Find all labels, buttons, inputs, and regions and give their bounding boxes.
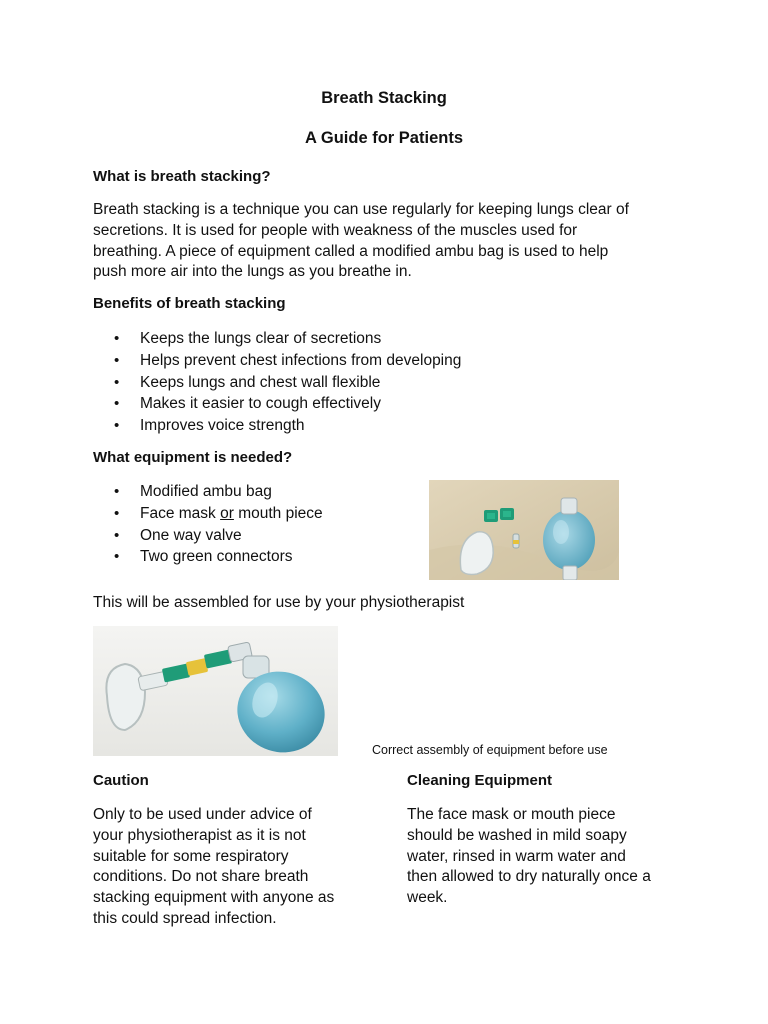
list-item: • Keeps the lungs clear of secretions (93, 328, 461, 350)
assembled-equipment-photo (93, 626, 338, 756)
paragraph-line: Breath stacking is a technique you can use regularly for keeping lungs clear of (93, 201, 629, 218)
paragraph-line: stacking equipment with anyone as (93, 889, 335, 907)
list-item: • Makes it easier to cough effectively (93, 393, 461, 415)
paragraph-line: secretions. It is used for people with weakness of the muscles used for (93, 221, 578, 239)
paragraph-line: push more air into the lungs as you breathe in. (93, 263, 412, 281)
paragraph-line: conditions. Do not share breath (93, 868, 309, 886)
paragraph-line: The face mask or mouth piece (407, 806, 616, 823)
paragraph-line: your physiotherapist as it is not (93, 826, 306, 844)
equipment-parts-photo (429, 480, 619, 580)
item-text-underlined: or (220, 504, 234, 522)
list-item (93, 503, 323, 525)
list-item: • Two green connectors (93, 546, 323, 568)
heading-equipment: What equipment is needed? (93, 449, 293, 466)
caution-paragraph (93, 805, 334, 930)
list-item: • Helps prevent chest infections from developing (93, 350, 461, 372)
cleaning-paragraph (407, 805, 651, 909)
heading-benefits: Benefits of breath stacking (93, 295, 286, 312)
paragraph-line: this could spread infection. (93, 909, 277, 927)
paragraph-line: breathing. A piece of equipment called a modified ambu bag is used to help (93, 242, 609, 260)
paragraph-what-is (93, 200, 629, 283)
caution-heading: Caution (93, 772, 149, 789)
paragraph-line: week. (407, 889, 448, 907)
paragraph-line: suitable for some respiratory (93, 847, 289, 865)
page-subtitle: A Guide for Patients (305, 129, 463, 147)
assembled-note: This will be assembled for use by your physiotherapist (93, 594, 465, 611)
heading-what-is: What is breath stacking? (93, 168, 271, 185)
equipment-parts-illustration (429, 480, 619, 580)
assembled-equipment-illustration (93, 626, 338, 756)
photo-caption: Correct assembly of equipment before use (372, 743, 608, 757)
list-item: • Modified ambu bag (93, 481, 323, 503)
item-text: mouth piece (233, 504, 323, 522)
cleaning-heading: Cleaning Equipment (407, 772, 553, 789)
paragraph-line: Only to be used under advice of (93, 806, 312, 823)
list-item: • Keeps lungs and chest wall flexible (93, 372, 461, 394)
list-item: • One way valve (93, 525, 323, 547)
equipment-list (93, 481, 323, 568)
benefits-list (93, 328, 461, 437)
item-text: Face mask (140, 504, 221, 522)
paragraph-line: then allowed to dry naturally once a (407, 868, 651, 886)
paragraph-line: should be washed in mild soapy (407, 826, 627, 844)
page-title: Breath Stacking (321, 89, 447, 107)
list-item: • Improves voice strength (93, 415, 461, 437)
paragraph-line: water, rinsed in warm water and (407, 847, 626, 865)
